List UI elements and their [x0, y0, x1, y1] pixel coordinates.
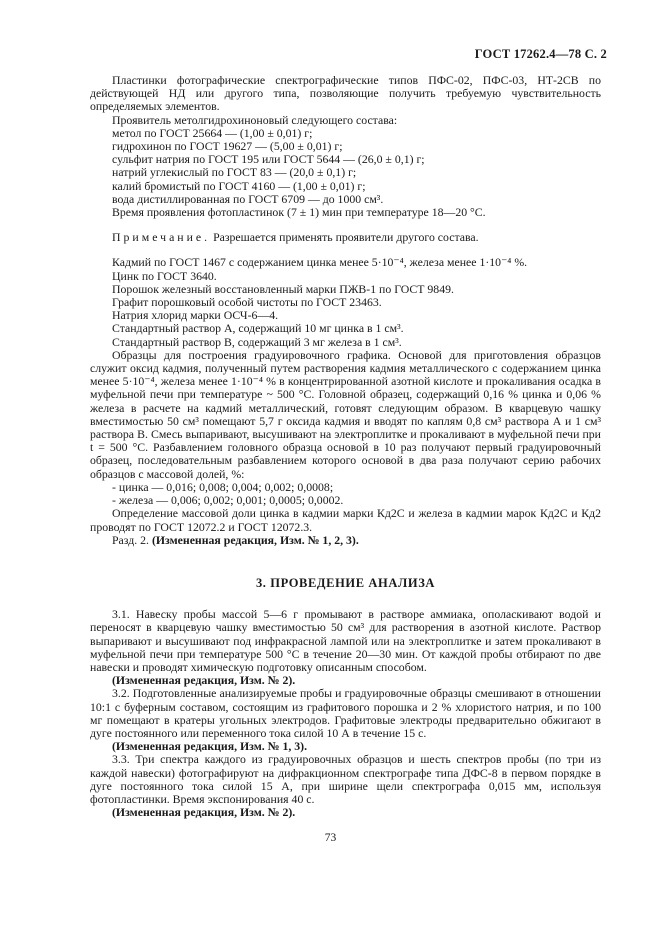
- revision-note: (Измененная редакция, Изм. № 1, 2, 3).: [151, 532, 359, 547]
- material-item: Графит порошковый особой чистоты по ГОСТ 23463.: [112, 295, 382, 310]
- developer-item: метол по ГОСТ 25664 — (1,00 ± 0,01) г;: [112, 125, 313, 140]
- plates-paragraph: Пластинки фотографические спектрографические типов ПФС-02, ПФС-03, НТ-2СВ по действующей НД или другого типа, позволяющие получить требуемую чувствительность определяемых элементов.: [90, 73, 601, 114]
- section-title: 3. ПРОВЕДЕНИЕ АНАЛИЗА: [255, 575, 436, 590]
- material-item: Кадмий по ГОСТ 1467 с содержанием цинка менее 5·10⁻⁴, железа менее 1·10⁻⁴ %.: [112, 255, 528, 270]
- samples-paragraph: Образцы для построения градуировочного графика. Основой для приготовления образцов служит оксид кадмия, полученный путем растворения кадмия металлического с содержанием цинка менее 5·10⁻⁴, железа менее 1·10⁻⁴ % в концентрированной азотной кислоте и прокаливания осадка в муфельной печи при температуре ~ 500 °С. Головной образец, содержащий 0,16 % цинка и 0,06 % железа в расчете на кадмий металлический, готовят следующим образом. В кварцевую чашку вместимостью 50 см³ помещают 5,7 г оксида кадмия и вводят по каплям 0,8 см³ раствора А и 1 см³ раствора В. Смесь выпаривают, высушивают на электроплитке и прокаливают в муфельной печи при t = 500 °С. Разбавлением головного образца основой в 10 раз получают первый градуировочный образец, последовательным разбавлением которого основой в два раза получают серию рабочих образцов с массовой долей, %:: [90, 347, 601, 481]
- section-revision: [90, 534, 601, 547]
- note-text: Разрешается применять проявители другого состава.: [213, 230, 479, 245]
- clause-3-1: 3.1. Навеску пробы массой 5—6 г промывают в растворе аммиака, ополаскивают водой и переносят в кварцевую чашку вместимостью 50 см³ для растворения в азотной кислоте. Раствор выпаривают и высушивают под инфракрасной лампой или на электроплитке и затем прокаливают в муфельной печи при температуре 500 °С в течение 20—30 мин. От каждой пробы отбирают по две навески и проводят химическую подготовку описанным способом.: [90, 607, 601, 674]
- document-body: [90, 74, 601, 819]
- material-item: Порошок железный восстановленный марки ПЖВ-1 по ГОСТ 9849.: [112, 281, 454, 296]
- material-item: Цинк по ГОСТ 3640.: [112, 268, 217, 283]
- developer-item: вода дистиллированная по ГОСТ 6709 — до 1000 см³.: [112, 191, 384, 206]
- page-number: 73: [324, 832, 337, 844]
- revision-note: (Измененная редакция, Изм. № 2).: [112, 673, 296, 688]
- developer-item: гидрохинон по ГОСТ 19627 — (5,00 ± 0,01) г;: [112, 139, 343, 154]
- section-ref: Разд. 2.: [112, 532, 149, 547]
- note: [90, 231, 601, 244]
- zinc-fractions: - цинка — 0,016; 0,008; 0,004; 0,002; 0,0008;: [112, 479, 334, 494]
- material-item: Стандартный раствор В, содержащий 3 мг железа в 1 см³.: [112, 334, 402, 349]
- developer-time: Время проявления фотопластинок (7 ± 1) мин при температуре 18—20 °С.: [112, 205, 486, 220]
- determination-paragraph: Определение массовой доли цинка в кадмии марки Кд2С и железа в кадмии марок Кд2С и Кд2 проводят по ГОСТ 12072.2 и ГОСТ 12072.3.: [90, 506, 601, 534]
- note-label: Примечание.: [112, 230, 211, 245]
- developer-item: калий бромистый по ГОСТ 4160 — (1,00 ± 0,01) г;: [112, 178, 366, 193]
- iron-fractions: - железа — 0,006; 0,002; 0,001; 0,0005; 0,0002.: [112, 493, 344, 508]
- developer-item: натрий углекислый по ГОСТ 83 — (20,0 ± 0,1) г;: [112, 165, 357, 180]
- clause-3-2: 3.2. Подготовленные анализируемые пробы и градуировочные образцы смешивают в отношении 10:1 с буферным составом, состоящим из графитового порошка и 2 % хлористого натрия, и по 100 мг помещают в кратеры угольных электродов. Графитовые электроды предварительно обжигают в дуге постоянного или переменного тока силой 10 А в течение 15 с.: [90, 686, 601, 740]
- developer-item: сульфит натрия по ГОСТ 195 или ГОСТ 5644 — (26,0 ± 0,1) г;: [112, 152, 425, 167]
- material-item: Стандартный раствор А, содержащий 10 мг цинка в 1 см³.: [112, 321, 404, 336]
- revision-note: (Измененная редакция, Изм. № 2).: [112, 805, 296, 820]
- developer-title: Проявитель метолгидрохиноновый следующего состава:: [112, 112, 398, 127]
- page-header: ГОСТ 17262.4—78 С. 2: [474, 47, 607, 61]
- material-item: Натрия хлорид марки ОСЧ-6—4.: [112, 308, 279, 323]
- revision-note: (Измененная редакция, Изм. № 1, 3).: [112, 739, 308, 754]
- clause-3-3: 3.3. Три спектра каждого из градуировочных образцов и шесть спектров пробы (по три из каждой навески) фотографируют на дифракционном спектрографе типа ДФС-8 в первом порядке в дуге постоянного тока силой 15 А, при ширине щели спектрографа 0,015 мм, используя фотопластинки. Время экспонирования 40 с.: [90, 752, 601, 806]
